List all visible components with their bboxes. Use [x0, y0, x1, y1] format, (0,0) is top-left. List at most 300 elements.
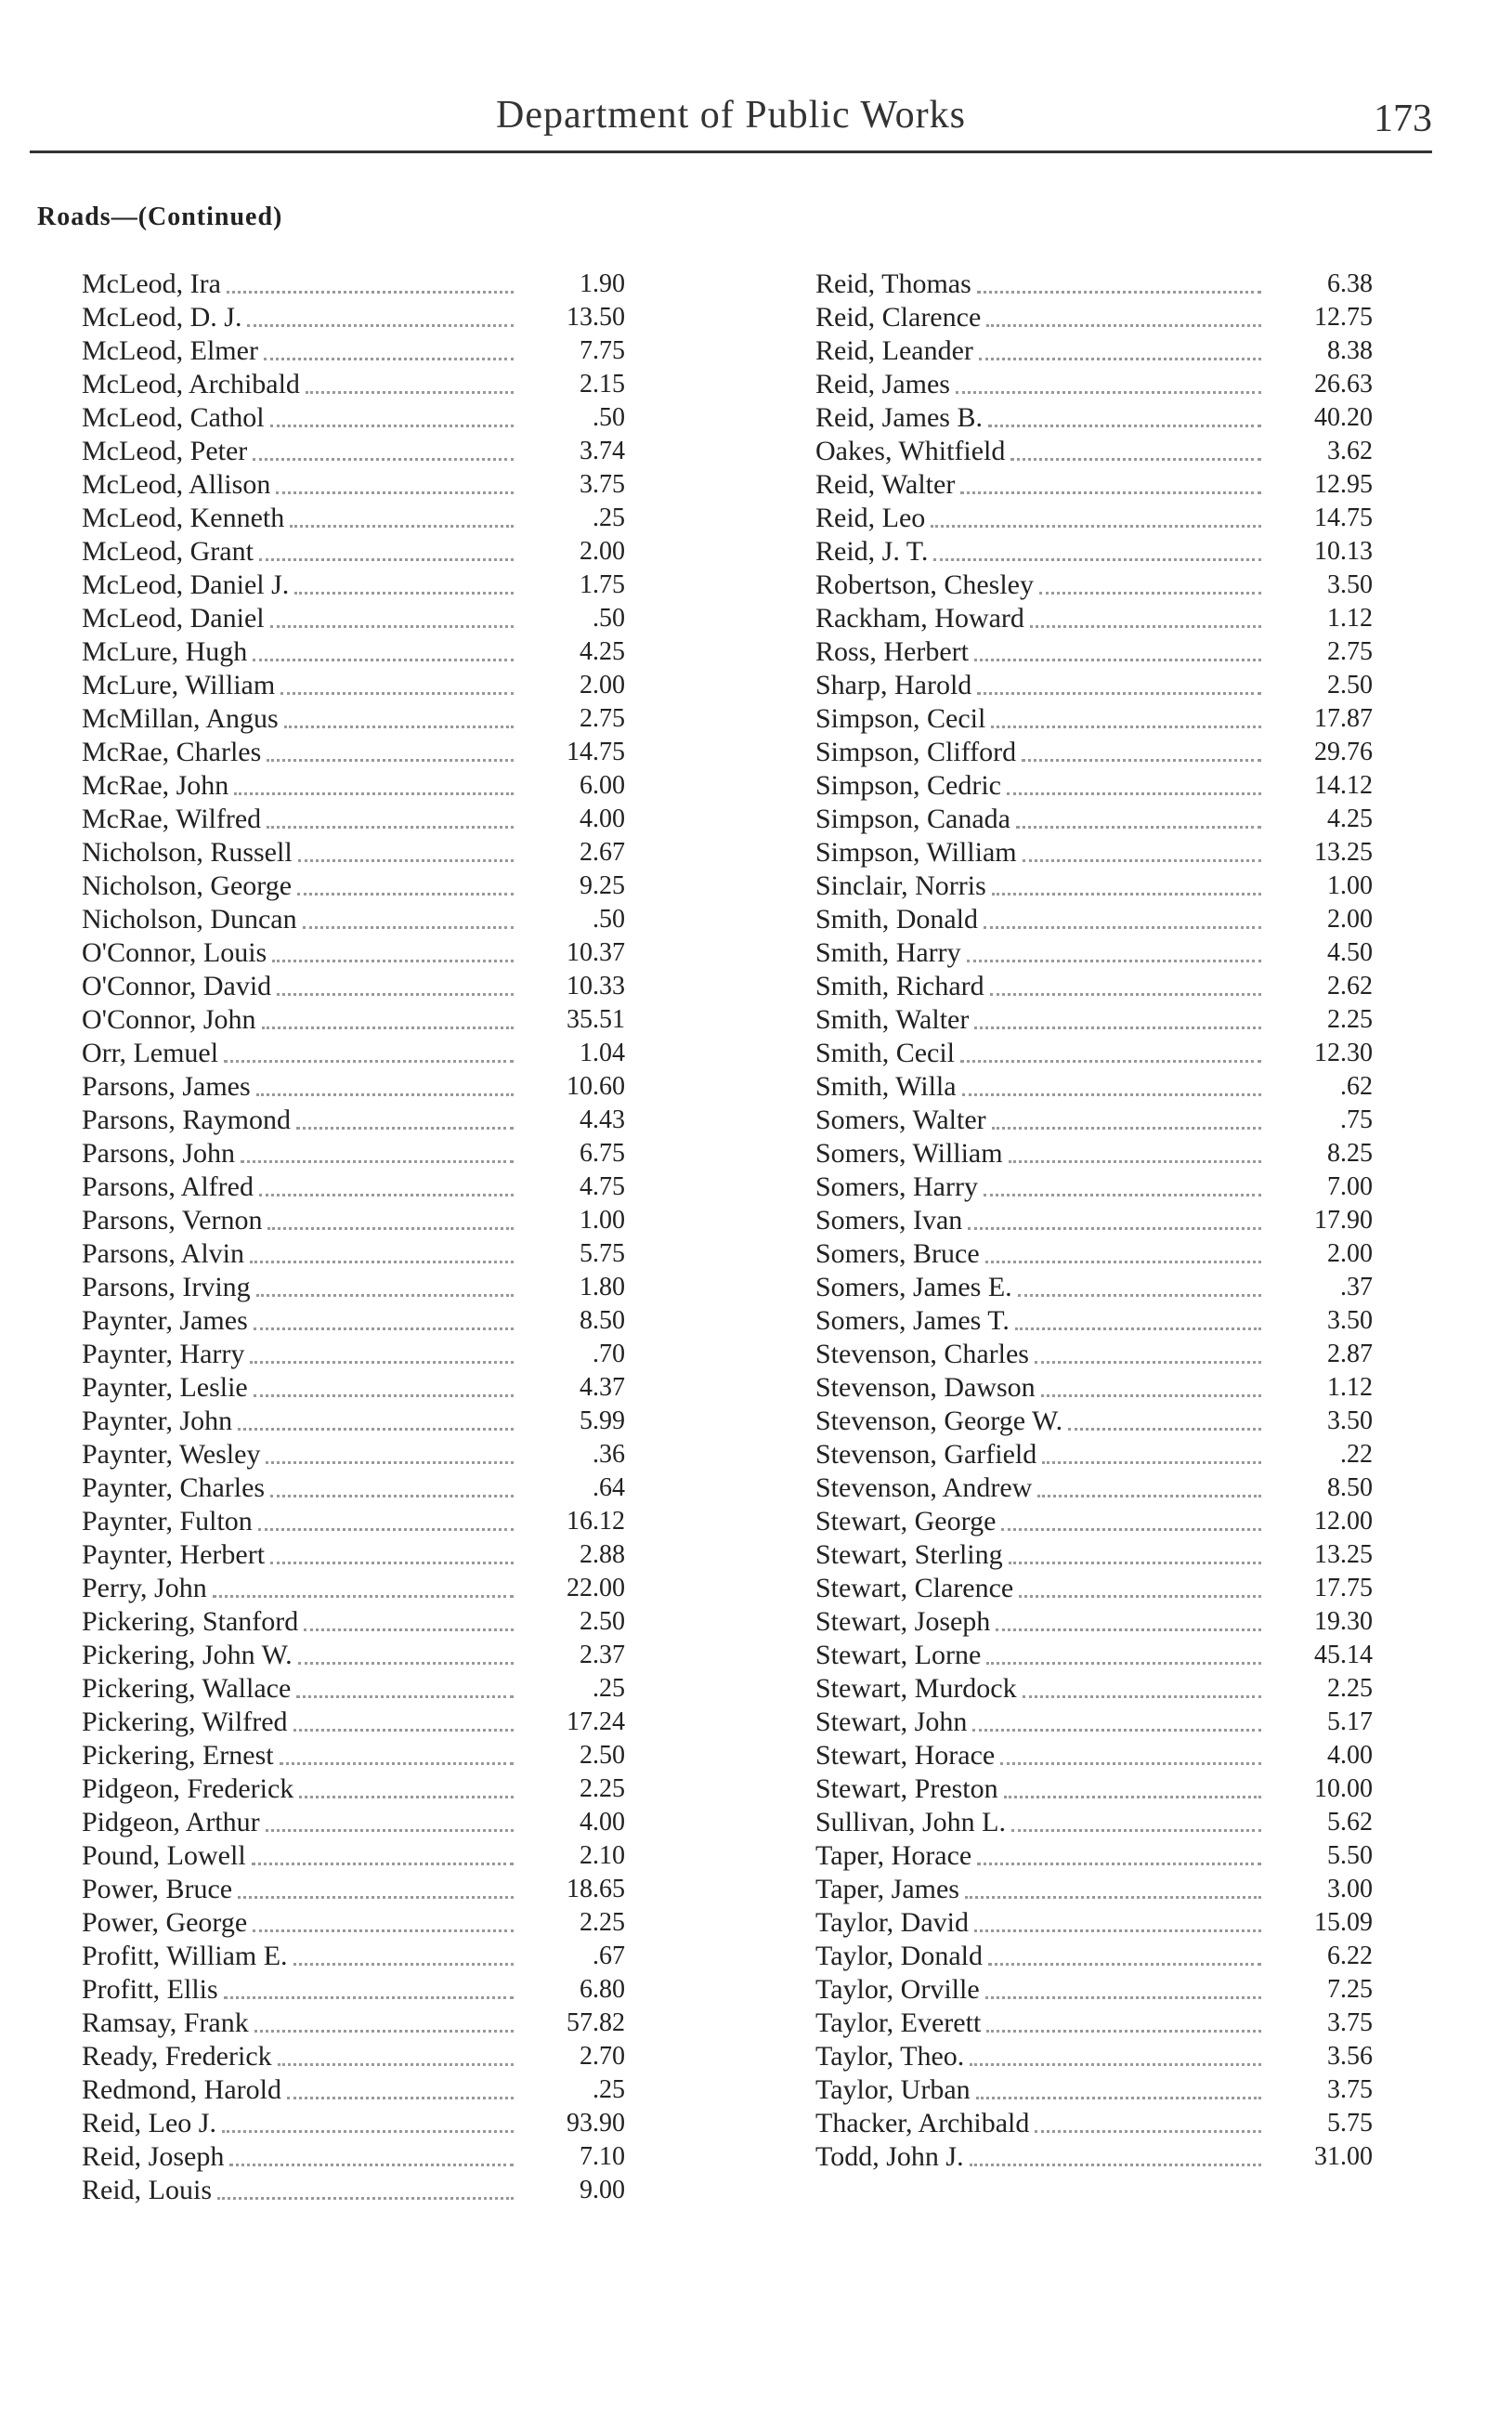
dot-leader — [1001, 1495, 1261, 1531]
page-header — [30, 93, 1432, 153]
dot-leader — [276, 458, 514, 494]
payment-amount: .70 — [593, 1340, 625, 1368]
dot-leader — [280, 1729, 514, 1765]
payment-amount: 3.75 — [1327, 2008, 1373, 2037]
payment-amount: 18.65 — [567, 1875, 625, 1903]
payment-amount: 2.67 — [580, 838, 625, 867]
payee-name: Taylor, Everett — [815, 2007, 982, 2038]
payee-name: McLeod, Ira — [82, 268, 221, 299]
dot-leader — [986, 291, 1261, 327]
payee-name: Pidgeon, Frederick — [82, 1773, 294, 1804]
payee-name: Somers, James T. — [815, 1305, 1010, 1336]
payment-amount: 12.00 — [1314, 1507, 1373, 1536]
dot-leader — [293, 1695, 514, 1732]
payee-name: Parsons, Raymond — [82, 1105, 291, 1135]
payment-amount: .25 — [593, 1674, 625, 1703]
dot-leader — [979, 324, 1261, 360]
payee-name: Simpson, Cecil — [815, 703, 986, 734]
dot-leader — [1023, 1662, 1261, 1698]
dot-leader — [985, 1963, 1261, 1999]
payment-amount: 19.30 — [1314, 1607, 1373, 1636]
dot-leader — [967, 926, 1261, 962]
page-number: 173 — [1374, 98, 1432, 140]
payee-name: O'Connor, David — [82, 971, 272, 1001]
payee-name: Parsons, Alvin — [82, 1238, 245, 1269]
dot-leader — [256, 1261, 514, 1297]
payment-amount: 35.51 — [567, 1005, 625, 1034]
dot-leader — [977, 257, 1261, 294]
dot-leader — [266, 1428, 514, 1464]
payment-amount: 13.50 — [567, 303, 625, 332]
dot-leader — [259, 525, 514, 561]
payee-name: Somers, Ivan — [815, 1205, 963, 1236]
payment-amount: 4.00 — [580, 804, 625, 833]
payee-name: Sharp, Harold — [815, 670, 972, 700]
payee-name: Stewart, Lorne — [815, 1640, 982, 1670]
payment-amount: .62 — [1340, 1072, 1373, 1101]
dot-leader — [290, 491, 514, 528]
payment-amount: 2.50 — [580, 1607, 625, 1636]
payee-name: Oakes, Whitfield — [815, 436, 1006, 466]
dot-leader — [266, 1796, 514, 1832]
payment-amount: 1.80 — [580, 1273, 625, 1301]
payment-amount: .50 — [593, 604, 625, 633]
dot-leader — [970, 2130, 1261, 2166]
dot-leader — [234, 759, 514, 795]
dot-leader — [262, 993, 514, 1029]
payee-name: Pickering, Stanford — [82, 1606, 299, 1637]
dot-leader — [1019, 1562, 1261, 1598]
dot-leader — [252, 1829, 514, 1865]
payment-amount: 4.25 — [1327, 804, 1373, 833]
dot-leader — [304, 1595, 514, 1631]
dot-leader — [222, 2097, 514, 2133]
payee-name: Stevenson, Garfield — [815, 1439, 1037, 1470]
payment-amount: 2.88 — [580, 1540, 625, 1569]
dot-leader — [270, 592, 514, 628]
dot-leader — [250, 1227, 514, 1263]
dot-leader — [1009, 1127, 1261, 1163]
payment-amount: 1.12 — [1327, 604, 1373, 633]
dot-leader — [270, 1528, 514, 1564]
payee-name: McMillan, Angus — [82, 703, 279, 734]
payment-amount: 10.00 — [1314, 1774, 1373, 1803]
payee-name: Taper, Horace — [815, 1840, 972, 1871]
dot-leader — [970, 2030, 1261, 2066]
payee-name: Reid, Louis — [82, 2175, 212, 2205]
payee-name: Pound, Lowell — [82, 1840, 246, 1871]
payment-amount: 2.15 — [580, 370, 625, 399]
payment-amount: 10.33 — [567, 972, 625, 1000]
payment-amount: 17.75 — [1314, 1574, 1373, 1602]
payee-name: Reid, Leo J. — [82, 2108, 216, 2138]
payment-amount: 10.60 — [567, 1072, 625, 1101]
dot-leader — [931, 491, 1261, 528]
dot-leader — [960, 458, 1261, 494]
dot-leader — [247, 291, 514, 327]
dot-leader — [974, 1896, 1261, 1932]
payment-amount: 2.00 — [1327, 905, 1373, 934]
payee-name: Stevenson, Andrew — [815, 1472, 1033, 1503]
dot-leader — [303, 893, 514, 929]
payment-amount: 14.75 — [567, 738, 625, 766]
payee-name: Profitt, Ellis — [82, 1974, 218, 2005]
dot-leader — [296, 1662, 514, 1698]
payee-name: Nicholson, George — [82, 870, 293, 901]
dot-leader — [988, 1929, 1261, 1966]
payee-name: Taylor, Theo. — [815, 2041, 965, 2072]
payee-name: McLeod, Cathol — [82, 402, 265, 433]
payee-name: McRae, Wilfred — [82, 804, 262, 834]
payment-amount: 3.50 — [1327, 570, 1373, 599]
payee-name: McLeod, Allison — [82, 469, 271, 500]
dot-leader — [984, 1160, 1261, 1196]
payment-amount: 17.87 — [1314, 704, 1373, 733]
dot-leader — [253, 1896, 514, 1932]
dot-leader — [1016, 792, 1261, 829]
dot-leader — [974, 993, 1261, 1029]
payment-amount: 93.90 — [567, 2109, 625, 2138]
dot-leader — [253, 425, 514, 461]
payee-name: McLeod, Kenneth — [82, 503, 285, 533]
payee-name: Perry, John — [82, 1573, 207, 1603]
payee-name: McLeod, Archibald — [82, 369, 300, 399]
payment-amount: 4.00 — [580, 1808, 625, 1837]
dot-leader — [986, 1996, 1261, 2033]
payment-amount: 9.00 — [580, 2176, 625, 2204]
dot-leader — [960, 1026, 1261, 1063]
payee-name: Stewart, Sterling — [815, 1539, 1003, 1570]
payee-name: Smith, Richard — [815, 971, 984, 1001]
dot-leader — [294, 558, 514, 595]
payee-name: Paynter, Charles — [82, 1472, 266, 1503]
dot-leader — [962, 1060, 1261, 1096]
dot-leader — [254, 1294, 514, 1330]
dot-leader — [1015, 1294, 1261, 1330]
payee-name: Paynter, James — [82, 1305, 248, 1336]
payment-amount: 4.43 — [580, 1105, 625, 1134]
dot-leader — [992, 1093, 1261, 1130]
payment-amount: 13.25 — [1314, 838, 1373, 867]
dot-leader — [956, 358, 1261, 394]
payee-name: Pickering, Ernest — [82, 1740, 274, 1771]
dot-leader — [224, 1963, 514, 1999]
payment-amount: 17.90 — [1314, 1206, 1373, 1235]
section-heading: Roads—(Continued) — [37, 203, 283, 231]
payment-amount: 2.87 — [1327, 1340, 1373, 1368]
dot-leader — [299, 1762, 514, 1798]
payment-amount: 1.00 — [1327, 871, 1373, 900]
dot-leader — [259, 1160, 514, 1196]
payee-name: O'Connor, Louis — [82, 937, 267, 968]
payee-name: Orr, Lemuel — [82, 1038, 219, 1068]
department-title: Department of Public Works — [496, 94, 966, 137]
payee-name: Pidgeon, Arthur — [82, 1807, 260, 1837]
payee-name: Reid, Leo — [815, 503, 926, 533]
payment-amount: .67 — [593, 1942, 625, 1970]
dot-leader — [253, 625, 514, 661]
dot-leader — [254, 1996, 514, 2033]
payee-name: Nicholson, Russell — [82, 837, 293, 868]
payee-name: Pickering, Wilfred — [82, 1706, 288, 1737]
dot-leader — [965, 1863, 1261, 1899]
dot-leader — [1035, 1327, 1261, 1364]
payee-name: Parsons, Alfred — [82, 1171, 254, 1202]
payment-amount: 31.00 — [1314, 2142, 1373, 2171]
payee-name: Pickering, Wallace — [82, 1673, 292, 1704]
payment-amount: .50 — [593, 905, 625, 934]
payee-name: Paynter, Leslie — [82, 1372, 248, 1403]
payment-amount: 5.99 — [580, 1406, 625, 1435]
dot-leader — [229, 2130, 514, 2166]
payment-amount: 8.50 — [580, 1306, 625, 1335]
dot-leader — [991, 692, 1261, 728]
payee-name: Paynter, Harry — [82, 1339, 245, 1369]
dot-leader — [254, 1361, 514, 1397]
payee-name: Reid, Clarence — [815, 302, 982, 333]
payee-name: Reid, Joseph — [82, 2141, 225, 2172]
payment-amount: 2.50 — [580, 1741, 625, 1770]
payment-amount: 57.82 — [567, 2008, 625, 2037]
payment-amount: 14.75 — [1314, 503, 1373, 532]
payee-name: Reid, Thomas — [815, 268, 971, 299]
payee-name: Simpson, Clifford — [815, 737, 1017, 767]
payee-name: McLeod, Elmer — [82, 335, 258, 366]
payment-amount: 14.12 — [1314, 771, 1373, 800]
payee-name: Paynter, Fulton — [82, 1506, 253, 1536]
payment-amount: 3.50 — [1327, 1306, 1373, 1335]
payee-name: Stevenson, Charles — [815, 1339, 1029, 1369]
payment-amount: 3.50 — [1327, 1406, 1373, 1435]
payee-name: Reid, James B. — [815, 402, 983, 433]
dot-leader — [1004, 1762, 1261, 1798]
payee-name: McLeod, Peter — [82, 436, 248, 466]
payee-name: Smith, Walter — [815, 1004, 970, 1035]
dot-leader — [1041, 1361, 1261, 1397]
dot-leader — [256, 1060, 514, 1096]
payment-amount: .22 — [1340, 1440, 1373, 1469]
dot-leader — [264, 324, 514, 360]
payee-name: Stevenson, George W. — [815, 1406, 1063, 1436]
payment-amount: 1.75 — [580, 570, 625, 599]
payment-amount: 2.25 — [1327, 1674, 1373, 1703]
payee-name: Reid, James — [815, 369, 950, 399]
payment-amount: 7.10 — [580, 2142, 625, 2171]
payment-amount: 3.56 — [1327, 2042, 1373, 2071]
dot-leader — [977, 659, 1261, 695]
payee-name: Stewart, Horace — [815, 1740, 996, 1771]
payment-amount: 4.00 — [1327, 1741, 1373, 1770]
dot-leader — [1007, 759, 1261, 795]
dot-leader — [933, 525, 1261, 561]
payee-name: Parsons, Irving — [82, 1272, 251, 1302]
payee-name: Parsons, Vernon — [82, 1205, 263, 1236]
payee-name: Simpson, Cedric — [815, 770, 1001, 801]
dot-leader — [267, 726, 514, 762]
payment-amount: 1.04 — [580, 1039, 625, 1067]
dot-leader — [984, 893, 1261, 929]
payment-amount: 8.25 — [1327, 1139, 1373, 1168]
payee-name: Taylor, Orville — [815, 1974, 980, 2005]
payee-name: Smith, Cecil — [815, 1038, 955, 1068]
payee-name: McRae, John — [82, 770, 229, 801]
ledger-row — [815, 2140, 1373, 2174]
payee-name: Thacker, Archibald — [815, 2108, 1030, 2138]
payment-amount: 6.80 — [580, 1975, 625, 2004]
dot-leader — [241, 1127, 514, 1163]
payment-amount: 3.00 — [1327, 1875, 1373, 1903]
payee-name: Smith, Harry — [815, 937, 961, 968]
payment-amount: 12.30 — [1314, 1039, 1373, 1067]
dot-leader — [1035, 2097, 1261, 2133]
payee-name: McLure, Hugh — [82, 636, 248, 667]
dot-leader — [224, 1026, 514, 1063]
payee-name: Reid, J. T. — [815, 536, 929, 567]
payment-amount: 3.75 — [580, 470, 625, 499]
dot-leader — [1037, 1461, 1261, 1497]
payment-amount: 1.00 — [580, 1206, 625, 1235]
payee-name: Taylor, David — [815, 1907, 969, 1938]
dot-leader — [1000, 1729, 1261, 1765]
payee-name: Somers, William — [815, 1138, 1003, 1169]
payment-amount: 2.10 — [580, 1841, 625, 1870]
payee-name: Somers, Bruce — [815, 1238, 980, 1269]
payment-amount: 8.38 — [1327, 336, 1373, 365]
payee-name: Smith, Donald — [815, 904, 979, 935]
payment-amount: 2.00 — [1327, 1239, 1373, 1268]
payee-name: McLeod, D. J. — [82, 302, 242, 333]
payee-name: McLeod, Grant — [82, 536, 254, 567]
payee-name: Stewart, Clarence — [815, 1573, 1014, 1603]
dot-leader — [977, 1829, 1261, 1865]
payment-amount: 40.20 — [1314, 403, 1373, 432]
payment-amount: 2.50 — [1327, 671, 1373, 700]
payee-name: Nicholson, Duncan — [82, 904, 297, 935]
payee-name: Paynter, Wesley — [82, 1439, 261, 1470]
payment-amount: 2.75 — [1327, 637, 1373, 666]
payment-amount: 13.25 — [1314, 1540, 1373, 1569]
payment-amount: 16.12 — [567, 1507, 625, 1536]
dot-leader — [280, 659, 514, 695]
payment-amount: 3.75 — [1327, 2075, 1373, 2104]
payment-amount: 4.37 — [580, 1373, 625, 1402]
dot-leader — [306, 358, 514, 394]
dot-leader — [298, 1628, 514, 1665]
payment-amount: 3.74 — [580, 437, 625, 465]
dot-leader — [250, 1327, 514, 1364]
payment-amount: 7.25 — [1327, 1975, 1373, 2004]
payment-amount: 3.62 — [1327, 437, 1373, 465]
payee-name: McLeod, Daniel — [82, 603, 265, 634]
payee-name: Somers, James E. — [815, 1272, 1012, 1302]
payment-amount: .25 — [593, 2075, 625, 2104]
payee-name: Pickering, John W. — [82, 1640, 293, 1670]
payee-name: Reid, Leander — [815, 335, 973, 366]
payee-name: Sullivan, John L. — [815, 1807, 1007, 1837]
payee-name: Stewart, Preston — [815, 1773, 998, 1804]
payment-amount: 1.12 — [1327, 1373, 1373, 1402]
payment-amount: 5.62 — [1327, 1808, 1373, 1837]
payment-amount: 10.37 — [567, 938, 625, 967]
payment-amount: 4.75 — [580, 1172, 625, 1201]
dot-leader — [278, 2030, 514, 2066]
payment-amount: 4.50 — [1327, 938, 1373, 967]
dot-leader — [985, 1227, 1261, 1263]
payment-amount: .64 — [593, 1473, 625, 1502]
payee-name: Todd, John J. — [815, 2141, 964, 2172]
payment-amount: 17.24 — [567, 1707, 625, 1736]
payment-amount: 5.50 — [1327, 1841, 1373, 1870]
payee-name: McRae, Charles — [82, 737, 262, 767]
payee-name: Ross, Herbert — [815, 636, 969, 667]
payment-amount: 6.22 — [1327, 1942, 1373, 1970]
payee-name: Simpson, William — [815, 837, 1017, 868]
dot-leader — [270, 391, 514, 427]
payee-name: Rackham, Howard — [815, 603, 1024, 634]
dot-leader — [213, 1562, 514, 1598]
right-column-list — [815, 268, 1373, 2174]
dot-leader — [1011, 1796, 1261, 1832]
payee-name: Stevenson, Dawson — [815, 1372, 1036, 1403]
dot-leader — [258, 1495, 514, 1531]
dot-leader — [238, 1394, 514, 1431]
dot-leader — [974, 625, 1261, 661]
dot-leader — [972, 1695, 1261, 1732]
payment-amount: 2.70 — [580, 2042, 625, 2071]
payment-amount: 12.95 — [1314, 470, 1373, 499]
payee-name: Somers, Walter — [815, 1105, 986, 1135]
payee-name: Ready, Frederick — [82, 2041, 272, 2072]
dot-leader — [1039, 558, 1261, 595]
dot-leader — [992, 859, 1261, 896]
payment-amount: 10.13 — [1314, 537, 1373, 566]
payment-amount: 4.25 — [580, 637, 625, 666]
dot-leader — [1023, 826, 1261, 862]
payee-name: Stewart, Joseph — [815, 1606, 991, 1637]
payment-amount: 12.75 — [1314, 303, 1373, 332]
payee-name: Power, George — [82, 1907, 248, 1938]
dot-leader — [1009, 1528, 1261, 1564]
payment-amount: 6.75 — [580, 1139, 625, 1168]
ledger-row — [82, 2174, 625, 2207]
dot-leader — [1030, 592, 1261, 628]
dot-leader — [287, 2063, 514, 2099]
payment-amount: 26.63 — [1314, 370, 1373, 399]
payee-name: Somers, Harry — [815, 1171, 978, 1202]
payment-amount: 6.38 — [1327, 269, 1373, 298]
payee-name: Taper, James — [815, 1874, 959, 1904]
dot-leader — [293, 1929, 514, 1966]
payee-name: Taylor, Urban — [815, 2074, 971, 2105]
dot-leader — [272, 926, 514, 962]
payment-amount: 15.09 — [1314, 1908, 1373, 1937]
left-column-list — [82, 268, 625, 2207]
payment-amount: 2.75 — [580, 704, 625, 733]
payee-name: Power, Bruce — [82, 1874, 233, 1904]
payment-amount: .37 — [1340, 1273, 1373, 1301]
payee-name: Sinclair, Norris — [815, 870, 986, 901]
payee-name: Reid, Walter — [815, 469, 956, 500]
dot-leader — [277, 960, 514, 996]
dot-leader — [297, 859, 514, 896]
payment-amount: 2.25 — [580, 1774, 625, 1803]
payee-name: McLeod, Daniel J. — [82, 569, 290, 600]
payment-amount: 6.00 — [580, 771, 625, 800]
payee-name: Profitt, William E. — [82, 1941, 288, 1971]
payment-amount: 7.75 — [580, 336, 625, 365]
payee-name: Simpson, Canada — [815, 804, 1010, 834]
payee-name: Paynter, Herbert — [82, 1539, 266, 1570]
